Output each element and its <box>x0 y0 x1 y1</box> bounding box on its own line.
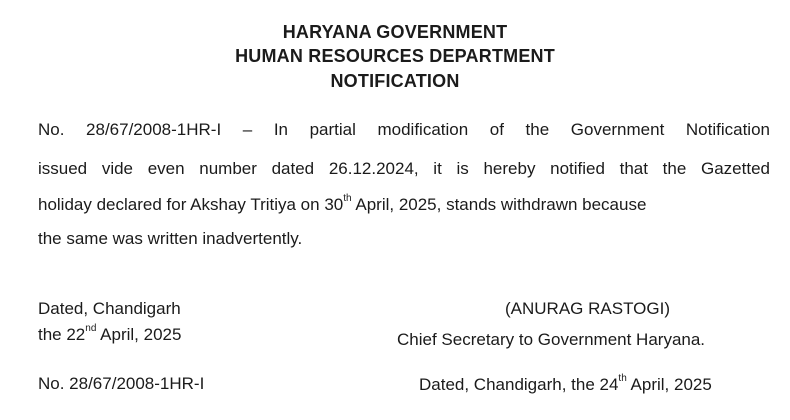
header-notification: NOTIFICATION <box>330 71 460 91</box>
reference-number: No. 28/67/2008-1HR-I <box>38 374 205 393</box>
body-line-2: issued vide even number dated 26.12.2024, it is hereby notified that the Gazetted <box>38 159 770 178</box>
body-line-4: the same was written inadvertently. <box>38 229 303 248</box>
endorsement-date <box>419 375 712 395</box>
dated-date-superscript: nd <box>85 323 97 334</box>
signatory-name: (ANURAG RASTOGI) <box>505 299 670 318</box>
dated-date <box>38 325 181 345</box>
body-line-3 <box>38 195 770 215</box>
dated-date-rest: April, 2025 <box>96 325 182 344</box>
dated-date-text: the 22 <box>38 325 86 344</box>
endorsement-date-rest: April, 2025 <box>626 375 712 394</box>
dated-place: Dated, Chandigarh <box>38 299 181 318</box>
header-government: HARYANA GOVERNMENT <box>282 22 508 42</box>
body-line-3-rest: April, 2025, stands withdrawn because <box>351 195 647 214</box>
header-department: HUMAN RESOURCES DEPARTMENT <box>235 46 555 66</box>
endorsement-date-superscript: th <box>618 373 627 384</box>
body-line-3-superscript: th <box>343 193 352 204</box>
endorsement-date-text: Dated, Chandigarh, the 24 <box>419 375 619 394</box>
signatory-designation: Chief Secretary to Government Haryana. <box>397 330 706 349</box>
body-line-3-text: holiday declared for Akshay Tritiya on 30 <box>38 195 344 214</box>
body-line-1: No. 28/67/2008-1HR-I – In partial modification of the Government Notification <box>38 120 770 139</box>
